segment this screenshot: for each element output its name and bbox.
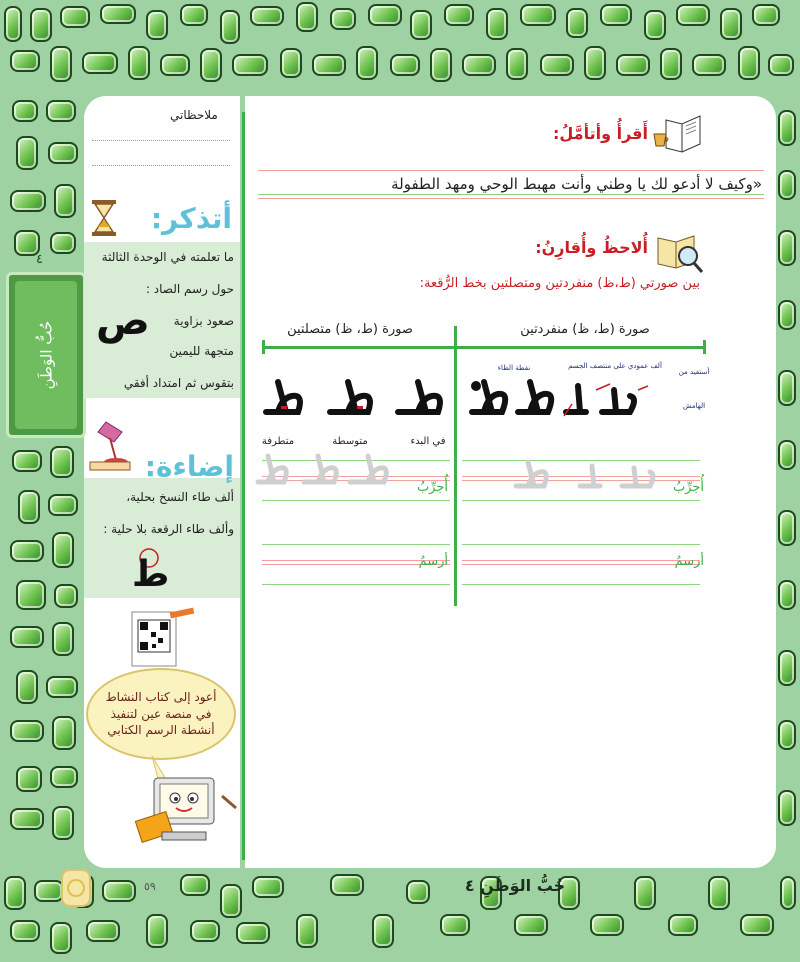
remember-line-2: حول رسم الصاد : — [145, 282, 234, 296]
decor-pebble — [220, 10, 240, 44]
remember-letter: ص — [96, 298, 150, 344]
connected-letters-icon — [258, 376, 448, 426]
note-dot: نقطة الظاء — [497, 364, 531, 372]
decor-pebble — [52, 622, 74, 656]
addition-line-1: ألف طاء النسخ بحلية، — [126, 490, 234, 504]
qr-code-icon — [118, 604, 198, 668]
decor-pebble — [486, 8, 508, 40]
decor-pebble — [50, 766, 78, 788]
decor-pebble — [232, 54, 268, 76]
decor-pebble — [16, 670, 38, 704]
position-start: في البدء — [410, 436, 446, 447]
table-header-line — [262, 346, 706, 349]
decor-pebble — [778, 300, 796, 330]
magnifier-book-icon — [654, 230, 706, 274]
decor-pebble — [10, 190, 46, 212]
decor-pebble — [778, 580, 796, 610]
decor-pebble — [778, 170, 796, 200]
corner-badge-icon — [60, 868, 92, 908]
decor-pebble — [16, 580, 46, 610]
observe-title: أُلاحظُ وأُقارِنُ: — [535, 238, 648, 257]
position-middle: متوسطة — [332, 436, 368, 447]
decor-pebble — [180, 874, 210, 896]
addition-title: إضاءة: — [144, 450, 234, 483]
decor-pebble — [12, 450, 42, 472]
activity-bubble — [86, 668, 236, 760]
decor-pebble — [720, 8, 742, 40]
decor-pebble — [540, 54, 574, 76]
decor-pebble — [46, 100, 76, 122]
decor-pebble — [778, 370, 796, 406]
decor-pebble — [330, 874, 364, 896]
decor-pebble — [54, 584, 78, 608]
column-divider — [242, 112, 245, 860]
activity-bubble-text: أعود إلى كتاب النشاط في منصة عين لتنفيذ أنشطة الرسم الكتابي — [105, 689, 217, 738]
read-sentence: «وكيف لا أدعو لك يا وطني وأنت مهبط الوحي ومهد الطفولة — [391, 175, 762, 193]
decor-pebble — [52, 806, 74, 840]
practice-label-right: أُجرِّبُ — [672, 480, 704, 495]
decor-pebble — [410, 10, 432, 40]
decor-pebble — [46, 676, 78, 698]
decor-pebble — [634, 876, 656, 910]
decor-pebble — [368, 4, 402, 26]
decor-pebble — [752, 4, 780, 26]
decor-pebble — [236, 922, 270, 944]
table-center-line — [454, 326, 457, 606]
decor-pebble — [50, 922, 72, 954]
footer-title: حُبُّ الوَطَنِ ٤ — [464, 876, 566, 895]
decor-pebble — [692, 54, 726, 76]
decor-pebble — [60, 6, 90, 28]
decor-pebble — [146, 10, 168, 40]
decor-pebble — [10, 540, 44, 562]
note-margin: الهامش — [682, 402, 706, 410]
decor-pebble — [738, 46, 760, 80]
decor-pebble — [514, 914, 548, 936]
decor-pebble — [4, 6, 22, 42]
decor-pebble — [180, 4, 208, 26]
note-vertical: ألف عمودي على منتصف الجسم — [568, 362, 662, 370]
practice-label-left: أُجرِّبُ — [416, 480, 448, 495]
decor-pebble — [390, 54, 420, 76]
decor-pebble — [740, 914, 774, 936]
decor-pebble — [778, 720, 796, 750]
decor-pebble — [250, 6, 284, 26]
book-coffee-icon — [652, 112, 706, 156]
decor-pebble — [16, 766, 42, 792]
decor-pebble — [252, 876, 284, 898]
decor-pebble — [312, 54, 346, 76]
decor-pebble — [10, 50, 40, 72]
notes-title: ملاحظاتي — [170, 108, 218, 122]
decor-pebble — [430, 48, 452, 82]
decor-pebble — [778, 790, 796, 826]
decor-pebble — [280, 48, 302, 78]
decor-pebble — [48, 142, 78, 164]
decor-pebble — [506, 48, 528, 80]
decor-pebble — [18, 490, 40, 524]
decor-pebble — [102, 880, 136, 902]
decor-pebble — [100, 4, 136, 24]
decor-pebble — [768, 54, 794, 76]
decor-pebble — [462, 54, 496, 76]
decor-pebble — [10, 808, 44, 830]
decor-pebble — [52, 532, 74, 568]
decor-pebble — [778, 650, 796, 686]
side-tab-label: حُبُّ الوَطَنِ — [37, 320, 55, 390]
decor-pebble — [566, 8, 588, 38]
decor-pebble — [444, 4, 474, 26]
decor-pebble — [296, 914, 318, 948]
decor-pebble — [520, 4, 556, 26]
observe-subtitle: بين صورتي (ط،ظ) منفردتين ومتصلتين بخط الرُّقعة: — [419, 276, 700, 291]
decor-pebble — [644, 10, 666, 40]
decor-pebble — [778, 110, 796, 146]
decor-pebble — [296, 2, 318, 32]
decor-pebble — [330, 8, 356, 30]
decor-pebble — [86, 920, 120, 942]
decor-pebble — [440, 914, 470, 936]
decor-pebble — [778, 230, 796, 266]
traced-letters-right — [510, 458, 660, 494]
decor-pebble — [220, 884, 242, 918]
decor-pebble — [82, 52, 118, 74]
decor-pebble — [372, 914, 394, 948]
decor-pebble — [676, 4, 710, 26]
note-start: أستفيد من — [678, 368, 710, 376]
decor-pebble — [160, 54, 190, 76]
position-end: متطرفة — [261, 436, 295, 447]
remember-line-3: صعود بزاوية — [173, 314, 234, 328]
decor-pebble — [146, 914, 168, 948]
decor-pebble — [190, 920, 220, 942]
footer-page-number: ٥٩ — [144, 880, 156, 893]
decor-pebble — [10, 626, 44, 648]
decor-pebble — [50, 232, 76, 254]
decor-pebble — [52, 716, 76, 750]
addition-letter: ط — [132, 554, 170, 595]
traced-letters-left — [254, 452, 394, 492]
decor-pebble — [12, 100, 38, 122]
table-col-left-header: صورة (ط، ظ) متصلتين — [287, 322, 413, 337]
decor-pebble — [50, 446, 74, 478]
decor-pebble — [584, 46, 606, 80]
computer-mascot-icon — [130, 756, 240, 856]
decor-pebble — [660, 48, 682, 80]
hourglass-icon — [84, 196, 128, 240]
decor-pebble — [406, 880, 430, 904]
decor-pebble — [600, 4, 632, 26]
read-title: أَقرأُ وأتأمَّلُ: — [553, 124, 648, 143]
draw-label-right: أرسمُ — [674, 554, 704, 569]
remember-title: أتذكر: — [150, 202, 232, 235]
decor-pebble — [590, 914, 624, 936]
decor-pebble — [48, 494, 78, 516]
remember-line-4: متجهة لليمين — [169, 344, 234, 358]
decor-pebble — [30, 8, 52, 42]
decor-pebble — [200, 48, 222, 82]
decor-pebble — [10, 920, 40, 942]
decor-pebble — [16, 136, 38, 170]
decor-pebble — [128, 46, 150, 80]
decor-pebble — [708, 876, 730, 910]
side-tab — [6, 272, 86, 438]
isolated-letters-icon — [462, 372, 662, 432]
decor-pebble — [780, 876, 796, 910]
remember-line-1: ما تعلمته في الوحدة الثالثة — [101, 250, 234, 264]
addition-line-2: وألف طاء الرقعة بلا حلية : — [103, 522, 234, 536]
decor-pebble — [778, 440, 796, 470]
draw-label-left: أرسمُ — [418, 554, 448, 569]
decor-pebble — [616, 54, 650, 76]
decor-pebble — [356, 46, 378, 80]
decor-pebble — [778, 510, 796, 546]
decor-pebble — [54, 184, 76, 218]
decor-pebble — [10, 720, 44, 742]
decor-pebble — [50, 46, 72, 82]
lamp-icon — [86, 418, 140, 474]
decor-pebble — [668, 914, 698, 936]
decor-pebble — [4, 876, 26, 910]
side-tab-number: ٤ — [36, 252, 43, 267]
remember-line-5: بتقوس ثم امتداد أفقي — [123, 376, 234, 390]
table-col-right-header: صورة (ط، ظ) منفردتين — [520, 322, 650, 337]
